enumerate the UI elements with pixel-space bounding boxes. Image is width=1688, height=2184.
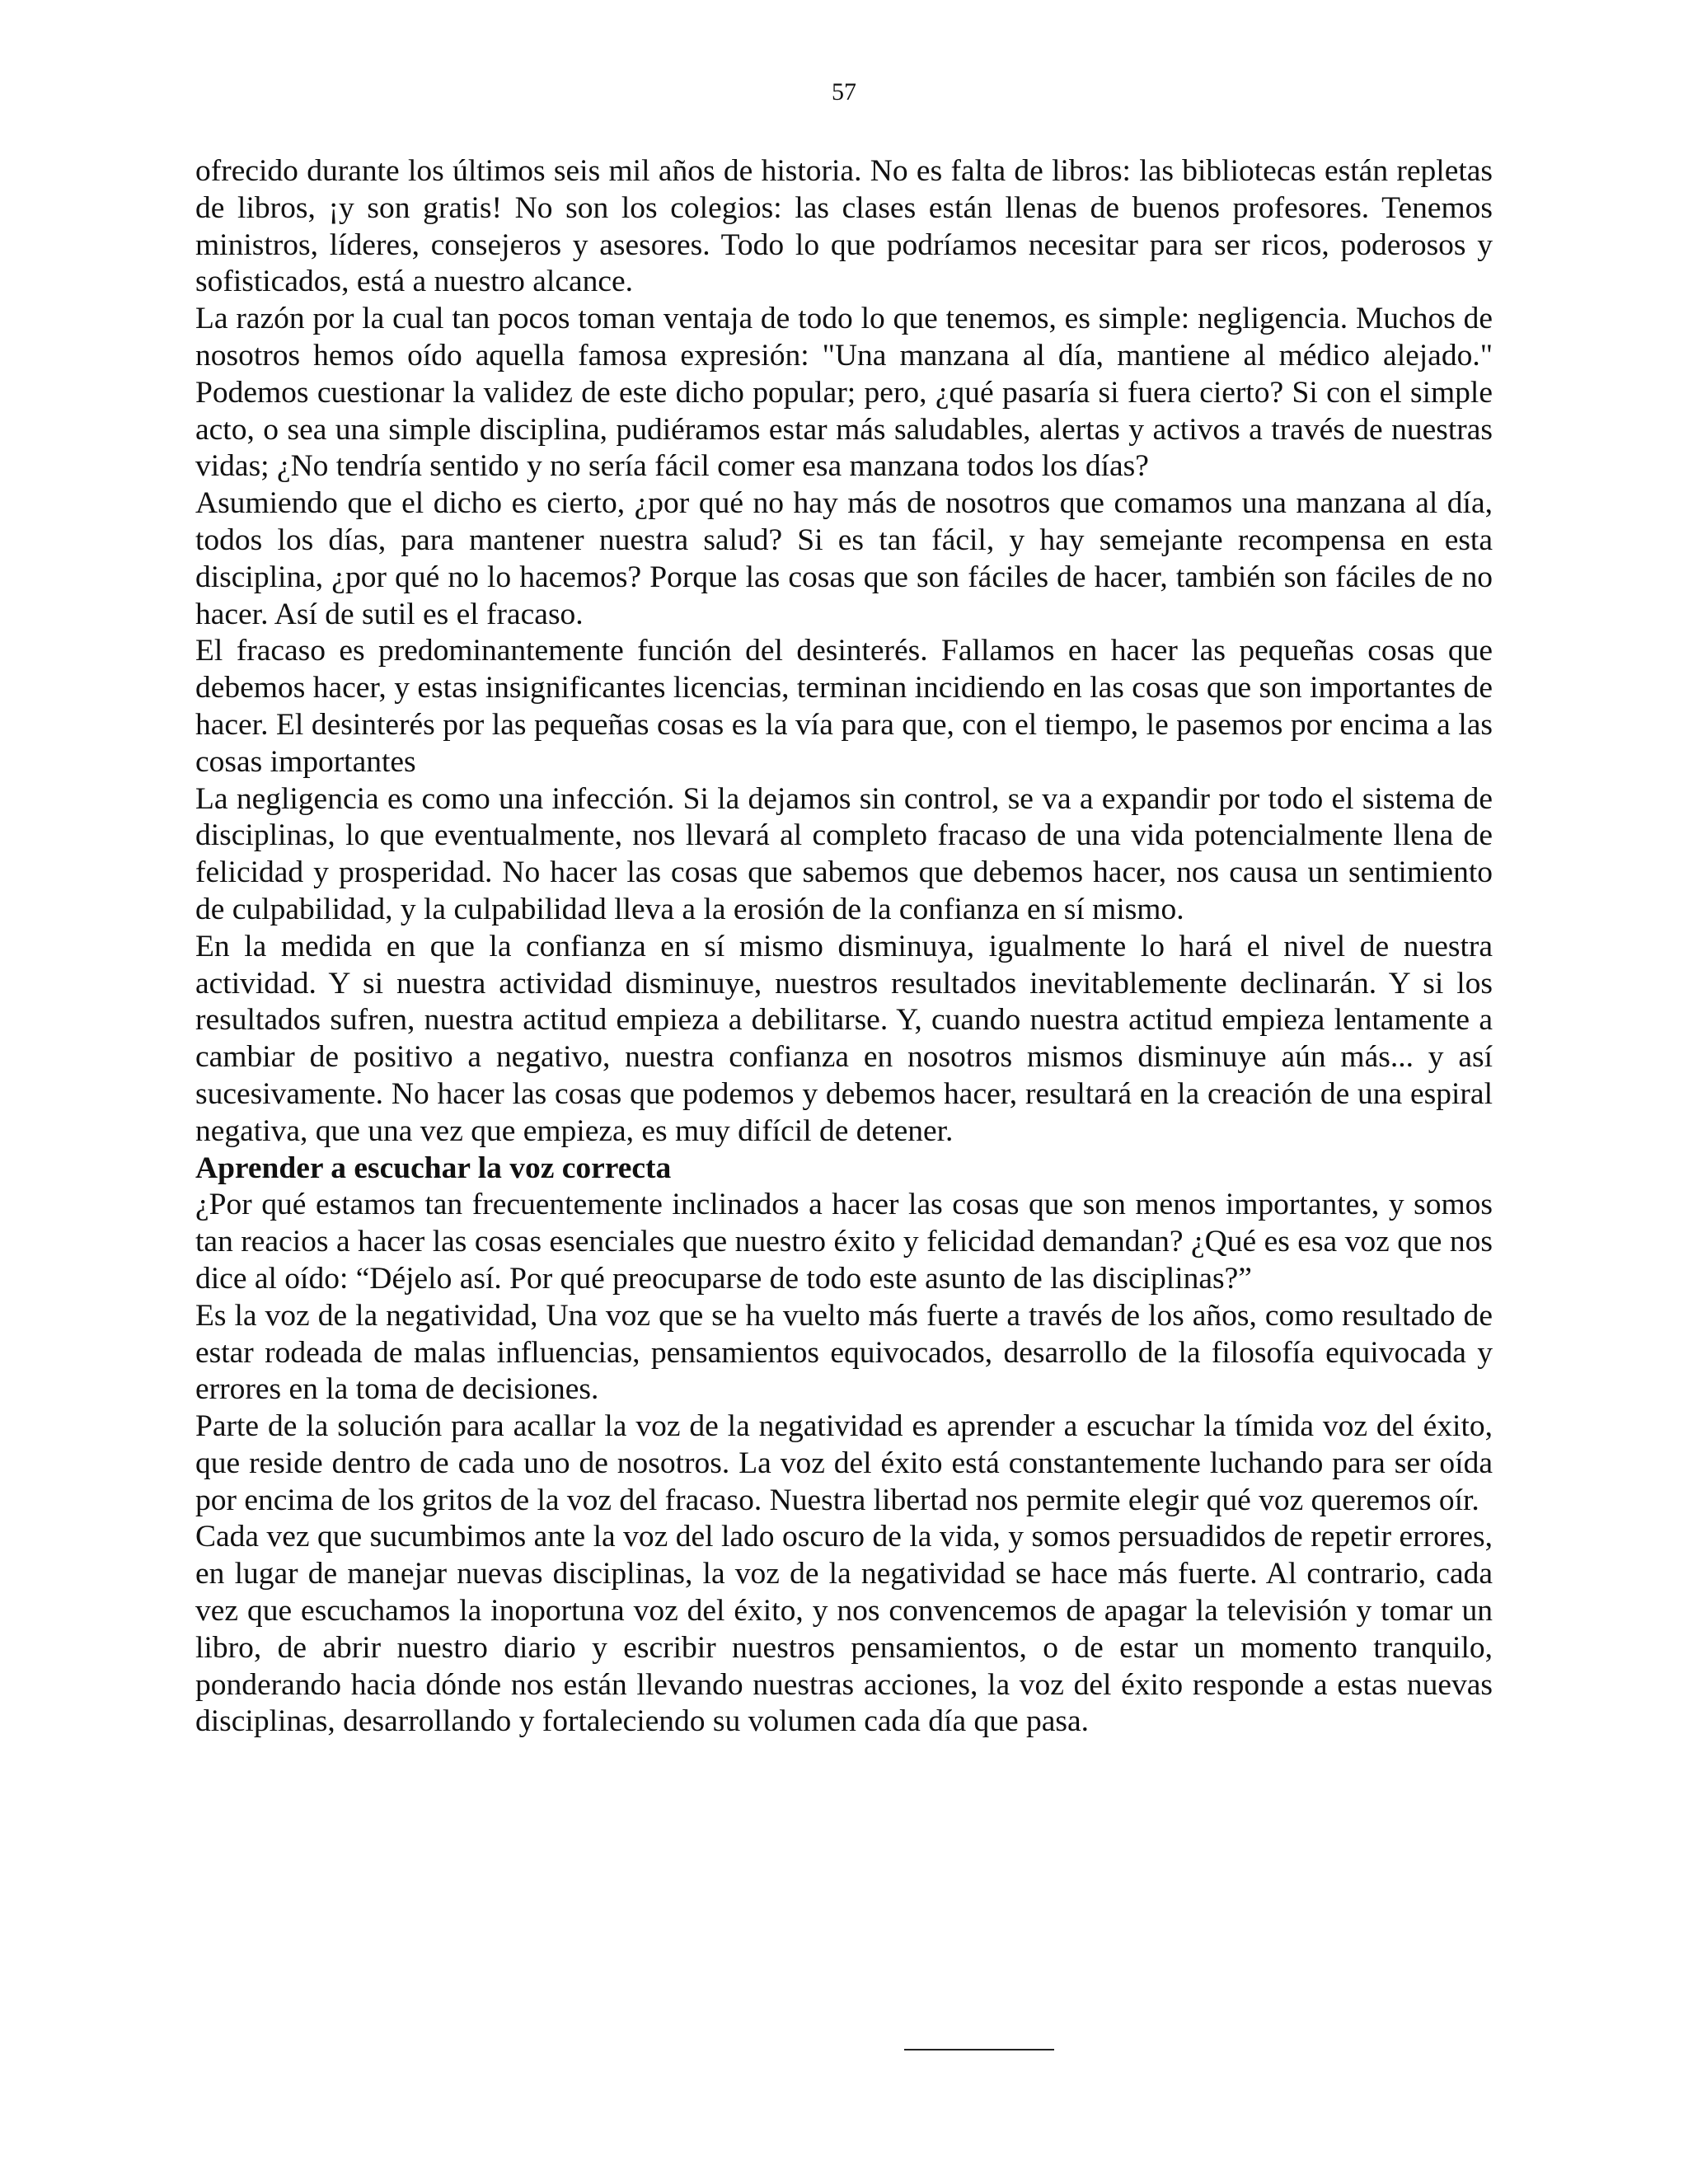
paragraph: Es la voz de la negatividad, Una voz que se ha vuelto más fuerte a través de los años, como resultado de estar rodeada de malas influencias, pensamientos equivocados, desarrollo de la filosofía equivocada y errores en la toma de decisiones.: [195, 1298, 1493, 1407]
section-heading: Aprender a escuchar la voz correcta: [195, 1151, 672, 1185]
page-body: [195, 153, 1493, 1741]
paragraph: En la medida en que la confianza en sí mismo disminuya, igualmente lo hará el nivel de nuestra actividad. Y si nuestra actividad disminuye, nuestros resultados inevitablemente declinarán. Y si los resultados sufren, nuestra actitud empieza a debilitarse. Y, cuando nuestra actitud empieza lentamente a cambiar de positivo a negativo, nuestra confianza en nosotros mismos disminuye aún más... y así sucesivamente. No hacer las cosas que podemos y debemos hacer, resultará en la creación de una espiral negativa, que una vez que empieza, es muy difícil de detener.: [195, 929, 1493, 1148]
paragraph: Asumiendo que el dicho es cierto, ¿por qué no hay más de nosotros que comamos una manzana al día, todos los días, para mantener nuestra salud? Si es tan fácil, y hay semejante recompensa en esta disciplina, ¿por qué no lo hacemos? Porque las cosas que son fáciles de hacer, también son fáciles de no hacer. Así de sutil es el fracaso.: [195, 486, 1493, 631]
paragraph: La negligencia es como una infección. Si la dejamos sin control, se va a expandir por todo el sistema de disciplinas, lo que eventualmente, nos llevará al completo fracaso de una vida potencialmente llena de felicidad y prosperidad. No hacer las cosas que sabemos que debemos hacer, nos causa un sentimiento de culpabilidad, y la culpabilidad lleva a la erosión de la confianza en sí mismo.: [195, 781, 1493, 926]
paragraph: Cada vez que sucumbimos ante la voz del lado oscuro de la vida, y somos persuadidos de repetir errores, en lugar de manejar nuevas disciplinas, la voz de la negatividad se hace más fuerte. Al contrario, cada vez que escuchamos la inoportuna voz del éxito, y nos convencemos de apagar la televisión y tomar un libro, de abrir nuestro diario y escribir nuestros pensamientos, o de estar un momento tranquilo, ponderando hacia dónde nos están llevando nuestras acciones, la voz del éxito responde a estas nuevas disciplinas, desarrollando y fortaleciendo su volumen cada día que pasa.: [195, 1520, 1493, 1739]
paragraph: ofrecido durante los últimos seis mil años de historia. No es falta de libros: las bibliotecas están repletas de libros, ¡y son gratis! No son los colegios: las clases están llenas de buenos profesores. Tenemos ministros, líderes, consejeros y asesores. Todo lo que podríamos necesitar para ser ricos, poderosos y sofisticados, está a nuestro alcance.: [195, 154, 1493, 299]
paragraph: Parte de la solución para acallar la voz de la negatividad es aprender a escuchar la tímida voz del éxito, que reside dentro de cada uno de nosotros. La voz del éxito está constantemente luchando para ser oída por encima de los gritos de la voz del fracaso. Nuestra libertad nos permite elegir qué voz queremos oír.: [195, 1409, 1493, 1517]
paragraph: El fracaso es predominantemente función del desinterés. Fallamos en hacer las pequeñas cosas que debemos hacer, y estas insignificantes licencias, terminan incidiendo en las cosas que son importantes de hacer. El desinterés por las pequeñas cosas es la vía para que, con el tiempo, le pasemos por encima a las cosas importantes: [195, 634, 1493, 779]
footnote-separator: [904, 2049, 1054, 2050]
paragraph: ¿Por qué estamos tan frecuentemente inclinados a hacer las cosas que son menos importantes, y somos tan reacios a hacer las cosas esenciales que nuestro éxito y felicidad demandan? ¿Qué es esa voz que nos dice al oído: “Déjelo así. Por qué preocuparse de todo este asunto de las disciplinas?”: [195, 1188, 1493, 1296]
page-number: 57: [832, 78, 856, 105]
paragraph: La razón por la cual tan pocos toman ventaja de todo lo que tenemos, es simple: negligencia. Muchos de nosotros hemos oído aquella famosa expresión: "Una manzana al día, mantiene al médico alejado." Podemos cuestionar la validez de este dicho popular; pero, ¿qué pasaría si fuera cierto? Si con el simple acto, o sea una simple disciplina, pudiéramos estar más saludables, alertas y activos a través de nuestras vidas; ¿No tendría sentido y no sería fácil comer esa manzana todos los días?: [195, 302, 1493, 484]
